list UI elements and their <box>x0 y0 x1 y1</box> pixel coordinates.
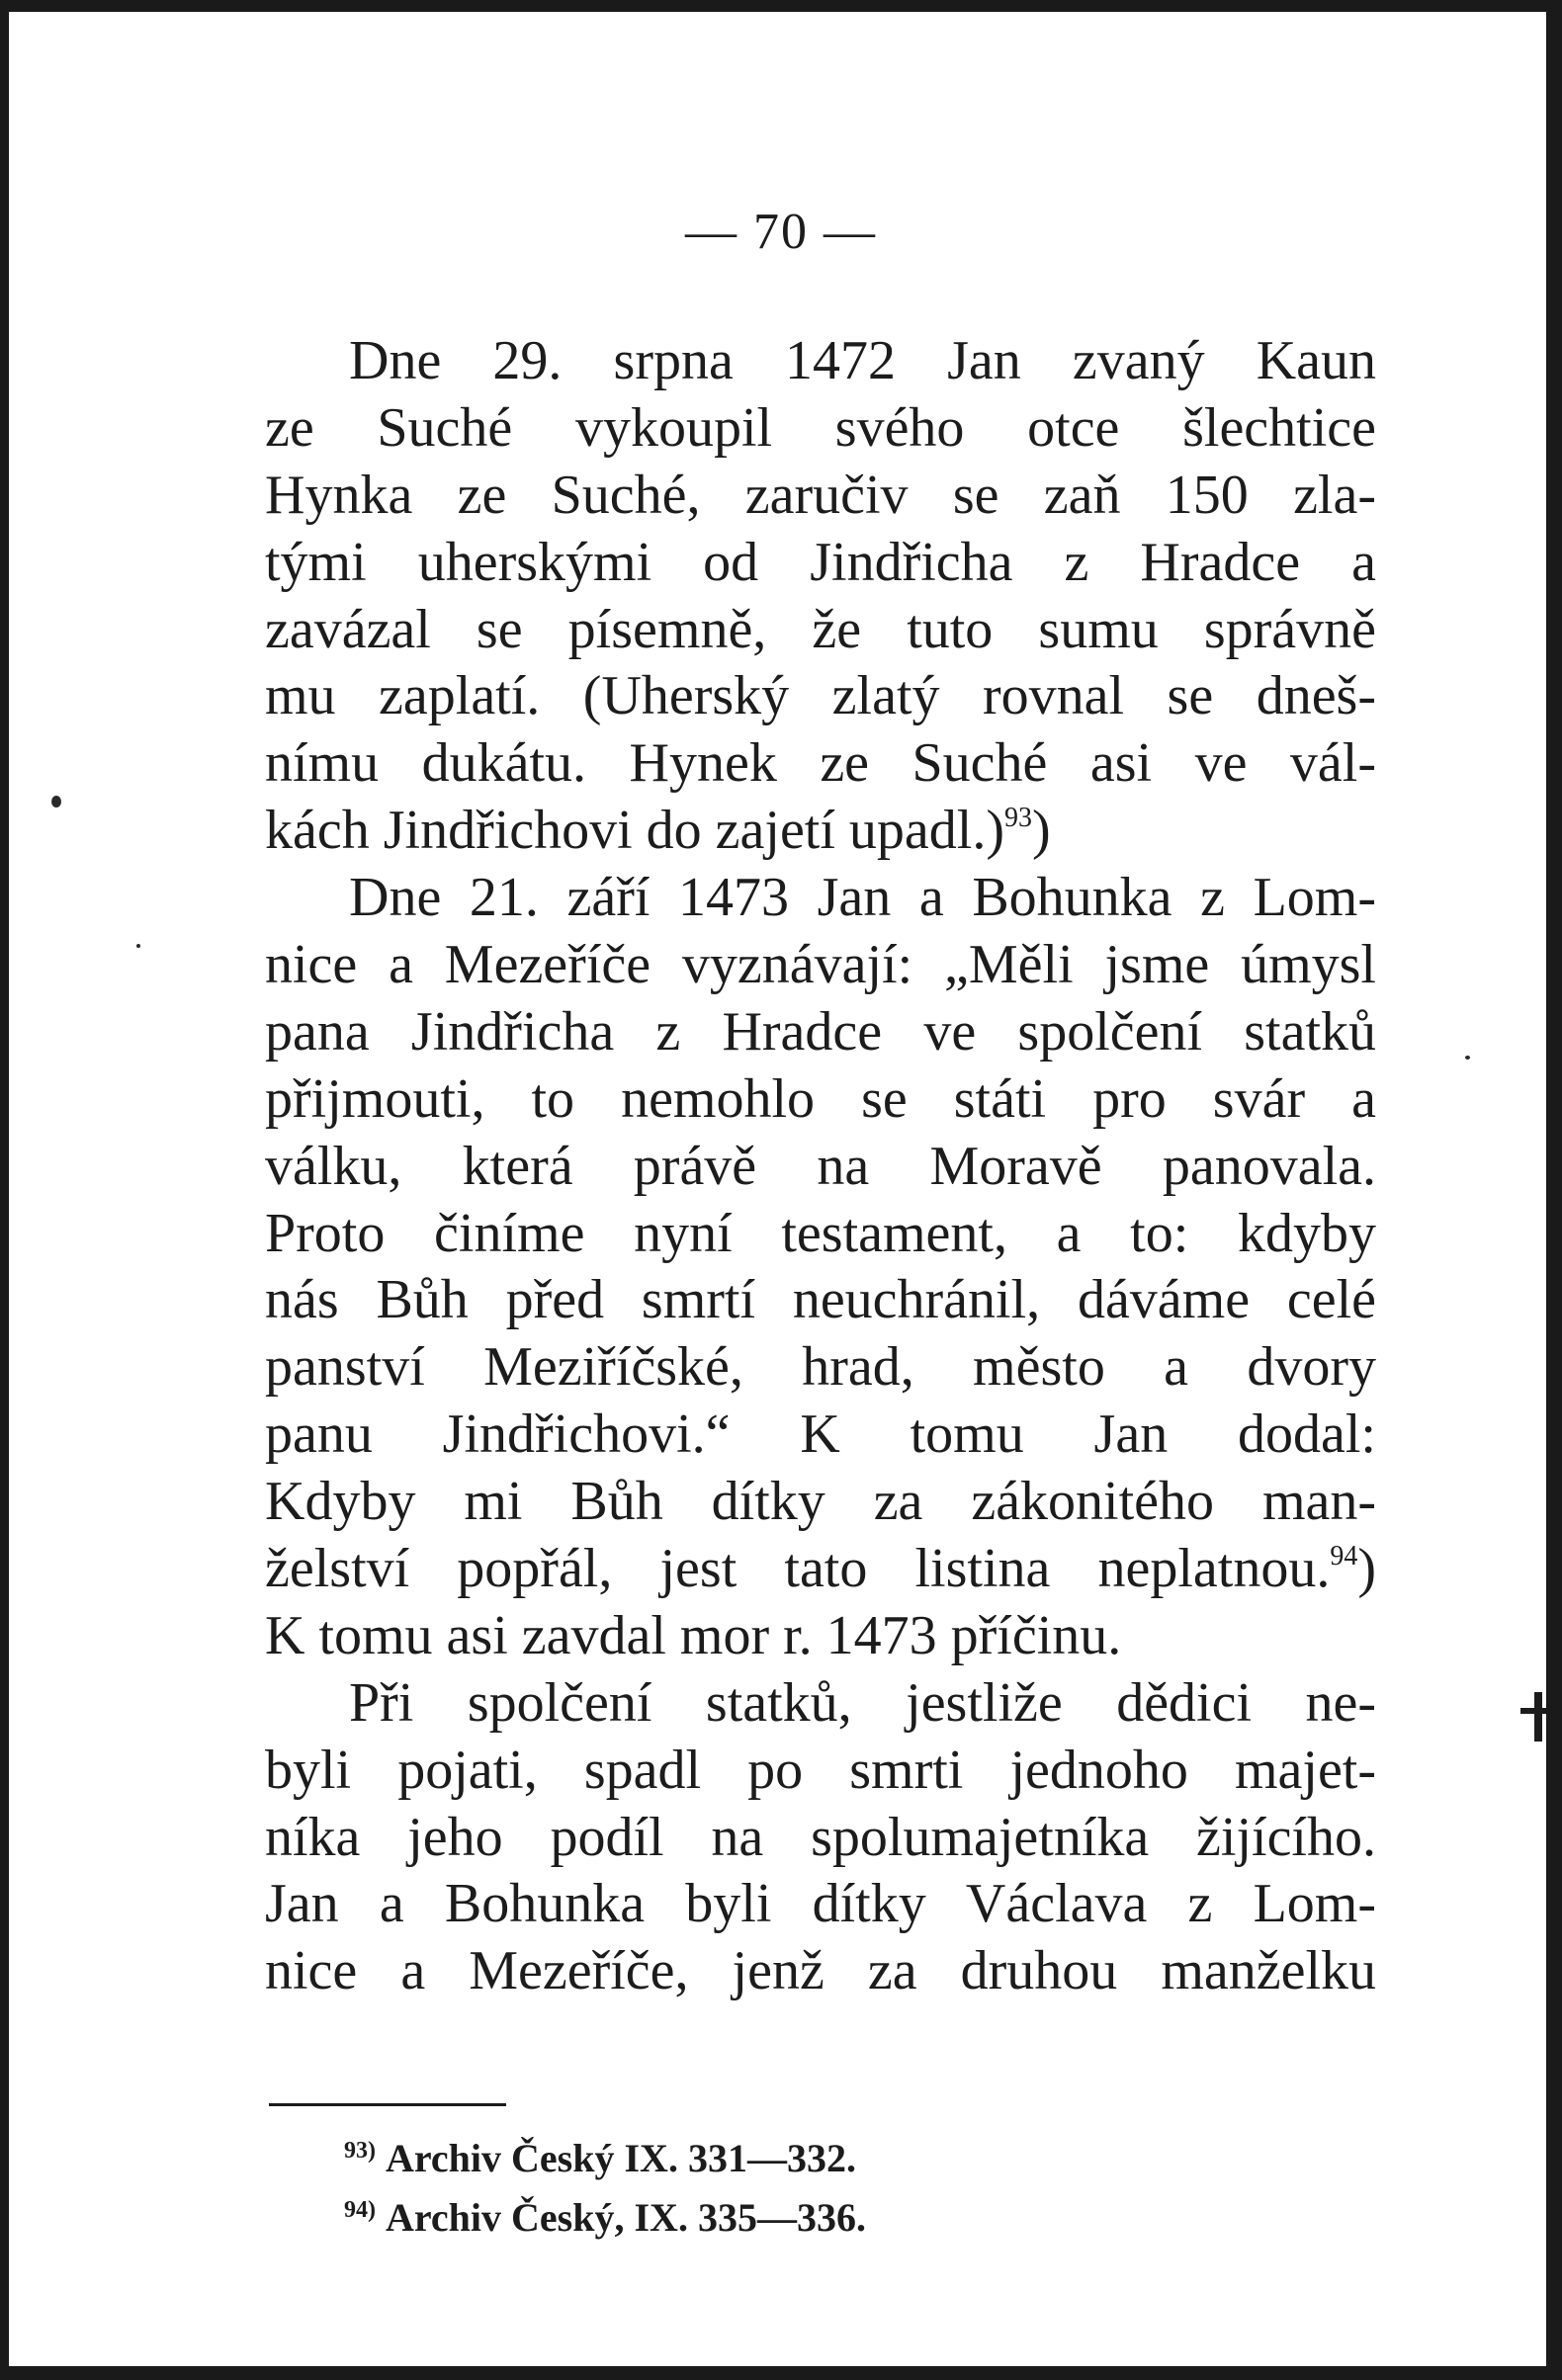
text-line <box>265 530 1376 597</box>
text-line <box>265 1402 1376 1469</box>
text-line <box>265 328 1376 395</box>
scan-edge-bottom <box>0 2366 1562 2380</box>
footnote-reference: 94 <box>1330 1541 1358 1572</box>
footnote <box>344 2125 866 2184</box>
text-line-content: přijmouti, to nemohlo se státi pro svár a <box>265 1067 1376 1130</box>
footnote-text: Archiv Český IX. 331—332. <box>386 2136 856 2180</box>
text-line-content: nice a Mezeříče, jenž za druhou manželku <box>265 1940 1376 2002</box>
text-line-content: nice a Mezeříče vyznávají: „Měli jsme úmysl <box>265 934 1376 996</box>
scan-edge-right <box>1546 0 1562 2380</box>
text-line-content: nás Bůh před smrtí neuchránil, dáváme celé <box>265 1269 1376 1331</box>
text-line-content: Hynka ze Suché, zaručiv se zaň 150 zla- <box>265 464 1376 526</box>
text-line-content: ze Suché vykoupil svého otce šlechtice <box>265 396 1376 459</box>
text-line-content: K tomu asi zavdal mor r. 1473 příčinu. <box>265 1604 1122 1666</box>
text-line-content: Při spolčení statků, jestliže dědici ne- <box>349 1671 1376 1734</box>
text-line <box>265 1334 1376 1402</box>
footnote-paren: ) <box>1357 1538 1376 1600</box>
text-line-content: želství popřál, jest tato listina neplatnou. <box>265 1538 1331 1600</box>
footnote-rule <box>269 2103 506 2106</box>
text-line <box>265 1469 1376 1536</box>
text-line-content: Jan a Bohunka byli dítky Václava z Lom- <box>265 1873 1376 1935</box>
text-line-content: válku, která právě na Moravě panovala. <box>265 1135 1376 1197</box>
text-line <box>265 1938 1376 2005</box>
footnote-text: Archiv Český, IX. 335—336. <box>386 2195 866 2240</box>
text-line <box>265 597 1376 664</box>
text-line <box>265 1603 1376 1670</box>
text-line-content: pana Jindřicha z Hradce ve spolčení statků <box>265 1000 1376 1062</box>
text-line-content: byli pojati, spadl po smrti jednoho majet- <box>265 1739 1376 1801</box>
footnote <box>344 2184 866 2244</box>
scan-edge-top <box>0 0 1562 12</box>
margin-mark <box>1520 1708 1546 1714</box>
text-line <box>265 865 1376 932</box>
footnote-number: 94) <box>344 2197 376 2223</box>
text-line <box>265 1066 1376 1134</box>
text-line <box>265 1738 1376 1805</box>
text-line-content: kách Jindřichovi do zajetí upadl.) <box>265 800 1004 862</box>
text-line-content: Proto činíme nyní testament, a to: kdyby <box>265 1202 1376 1264</box>
text-line <box>265 1134 1376 1201</box>
text-line-content: Kdyby mi Bůh dítky za zákonitého man- <box>265 1471 1376 1533</box>
text-line <box>265 999 1376 1066</box>
text-line-content: Dne 29. srpna 1472 Jan zvaný Kaun <box>349 330 1376 391</box>
text-line <box>265 932 1376 999</box>
text-line-content: Dne 21. září 1473 Jan a Bohunka z Lom- <box>349 867 1376 929</box>
text-line <box>265 1805 1376 1872</box>
footnote-paren: ) <box>1032 800 1051 862</box>
text-line-content: mu zaplatí. (Uherský zlatý rovnal se dneš- <box>265 665 1376 727</box>
scan-speck <box>1465 1056 1470 1060</box>
text-line <box>265 463 1376 530</box>
text-line <box>265 395 1376 463</box>
scan-speck <box>51 796 61 808</box>
text-line-content: panu Jindřichovi.“ K tomu Jan dodal: <box>265 1403 1376 1466</box>
text-line <box>265 663 1376 730</box>
text-line <box>265 1536 1376 1603</box>
text-line <box>265 730 1376 798</box>
margin-mark <box>1534 1692 1542 1742</box>
scan-speck <box>136 944 140 948</box>
text-line-content: tými uherskými od Jindřicha z Hradce a <box>265 531 1376 593</box>
footnote-number: 93) <box>344 2138 376 2164</box>
text-line <box>265 1201 1376 1268</box>
text-line-content: zavázal se písemně, že tuto sumu správně <box>265 598 1376 660</box>
footnotes <box>344 2125 866 2244</box>
text-line <box>265 1871 1376 1938</box>
text-line <box>265 798 1376 865</box>
body-text <box>265 328 1376 2005</box>
page-number: — 70 — <box>685 204 877 260</box>
footnote-reference: 93 <box>1004 803 1032 834</box>
scan-edge-left <box>0 0 9 2380</box>
text-line-content: panství Meziříčské, hrad, město a dvory <box>265 1336 1376 1399</box>
text-line-content: nímu dukátu. Hynek ze Suché asi ve vál- <box>265 732 1376 795</box>
text-line <box>265 1670 1376 1738</box>
text-line-content: níka jeho podíl na spolumajetníka žijícího. <box>265 1806 1376 1868</box>
text-line <box>265 1267 1376 1334</box>
